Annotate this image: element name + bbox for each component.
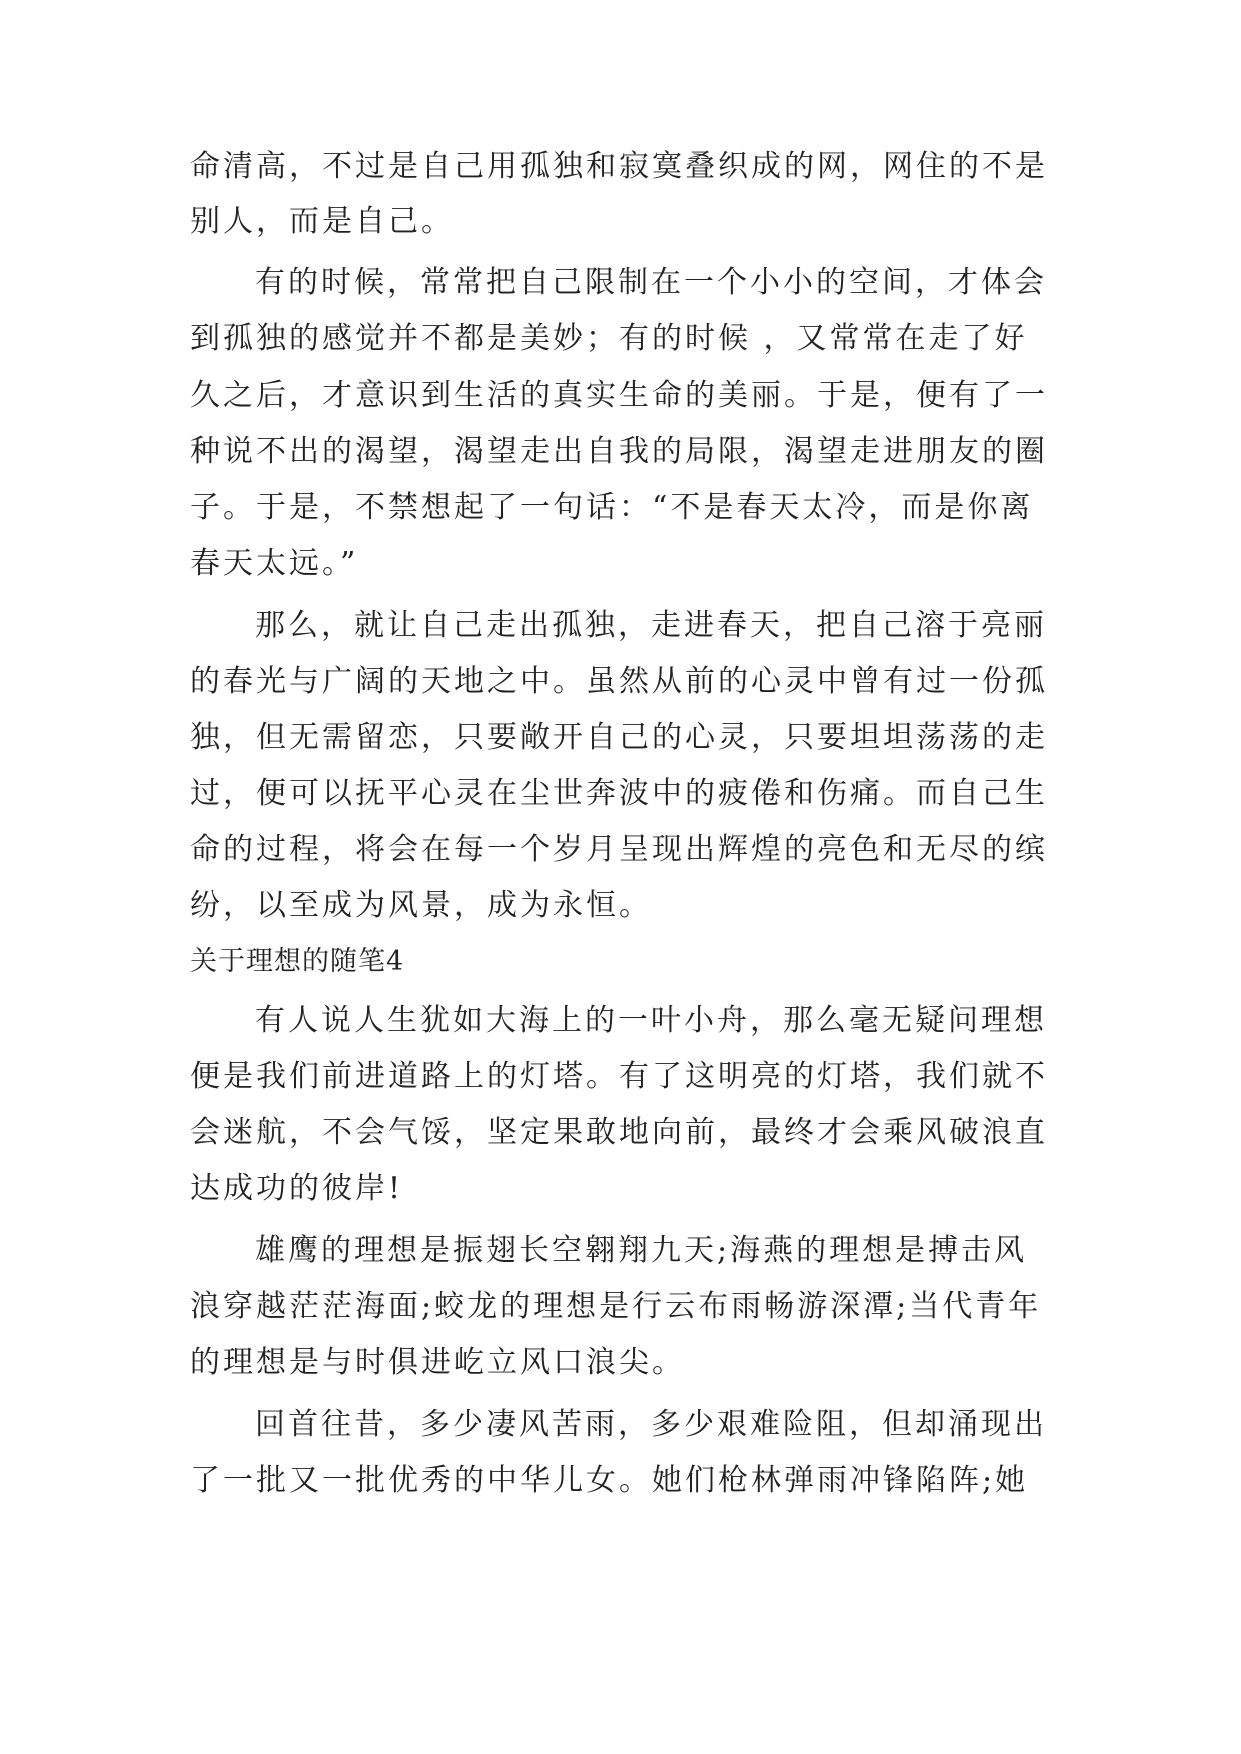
text-line: 的理想是与时俱进屹立风口浪尖。 [190,1345,685,1380]
text-line: 浪穿越茫茫海面;蛟龙的理想是行云布雨畅游深潭;当代青年 [190,1289,1042,1324]
text-line: 到孤独的感觉并不都是美妙；有的时候 ，又常常在走了好 [190,321,1028,356]
text-line: 了一批又一批优秀的中华儿女。她们枪林弹雨冲锋陷阵;她 [190,1463,1029,1498]
text-line: 独，但无需留恋，只要敞开自己的心灵，只要坦坦荡荡的走 [190,720,1048,755]
paragraph-start-line: 那么，就让自己走出孤独，走进春天，把自己溶于亮丽 [255,608,1047,643]
text-line: 达成功的彼岸! [190,1171,404,1206]
paragraph-start-line: 有的时候，常常把自己限制在一个小小的空间，才体会 [255,265,1047,300]
text-line: 别人，而是自己。 [190,204,454,239]
text-line: 命的过程，将会在每一个岁月呈现出辉煌的亮色和无尽的缤 [190,832,1048,867]
text-line: 便是我们前进道路上的灯塔。有了这明亮的灯塔，我们就不 [190,1059,1048,1094]
text-line: 种说不出的渴望，渴望走出自我的局限，渴望走进朋友的圈 [190,434,1048,469]
text-line: 过，便可以抚平心灵在尘世奔波中的疲倦和伤痛。而自己生 [190,776,1048,811]
text-line: 久之后，才意识到生活的真实生命的美丽。于是，便有了一 [190,378,1048,413]
text-line: 命清高，不过是自己用孤独和寂寞叠织成的网，网住的不是 [190,149,1048,184]
text-line: 春天太远。” [190,546,359,581]
text-line: 纷，以至成为风景，成为永恒。 [190,888,652,923]
text-line: 的春光与广阔的天地之中。虽然从前的心灵中曾有过一份孤 [190,664,1048,699]
paragraph-start-line: 有人说人生犹如大海上的一叶小舟，那么毫无疑问理想 [255,1003,1047,1038]
paragraph-start-line: 雄鹰的理想是振翅长空翱翔九天;海燕的理想是搏击风 [255,1233,1028,1268]
section-heading: 关于理想的随笔4 [190,946,405,977]
text-line: 会迷航，不会气馁，坚定果敢地向前，最终才会乘风破浪直 [190,1115,1048,1150]
text-line: 子。于是，不禁想起了一句话：“不是春天太冷，而是你离 [190,490,1034,525]
paragraph-start-line: 回首往昔，多少凄风苦雨，多少艰难险阻，但却涌现出 [255,1407,1047,1442]
